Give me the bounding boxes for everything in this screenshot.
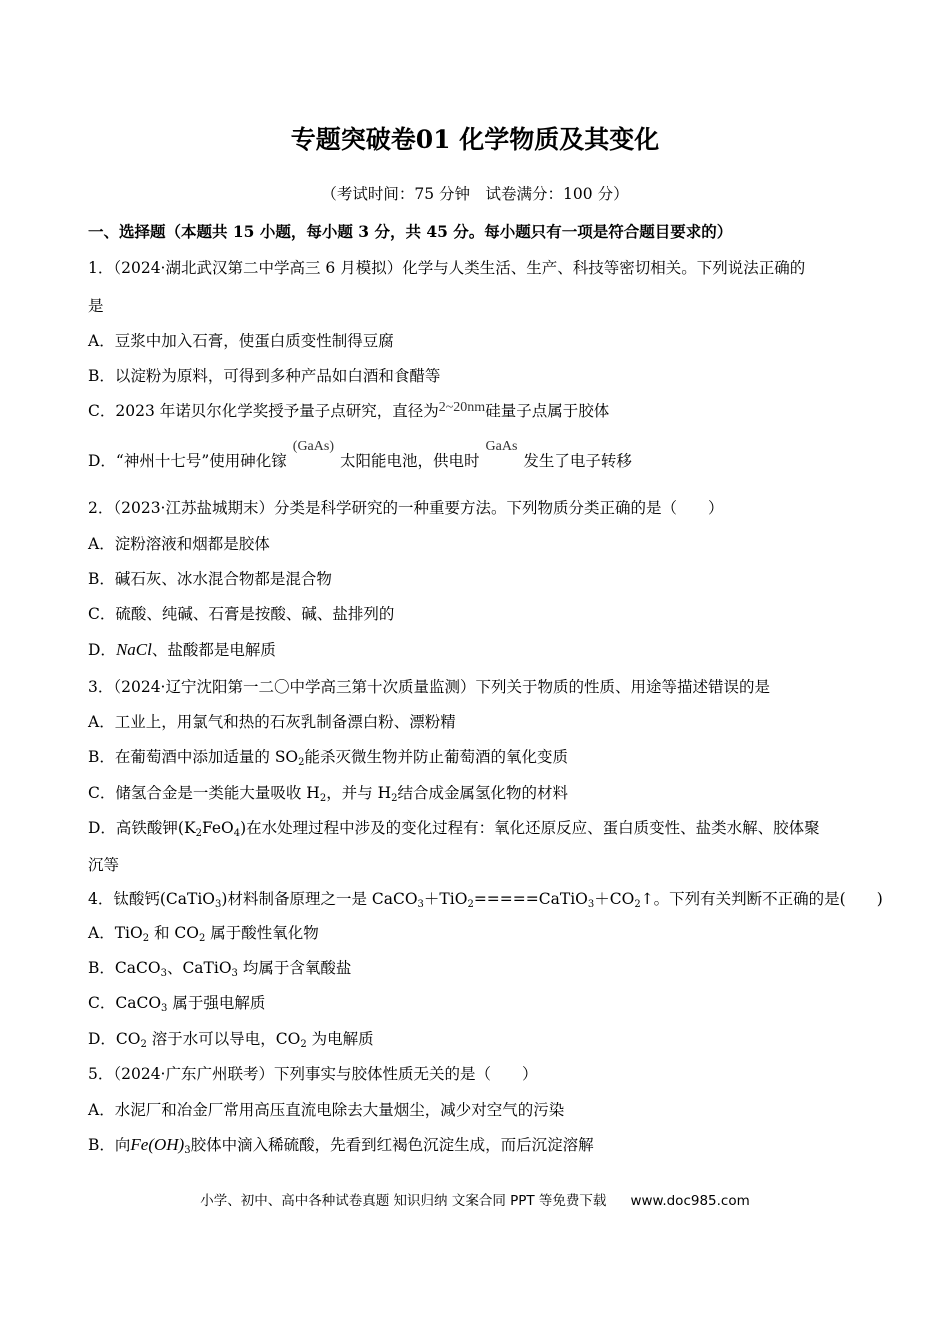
q4-sub: 3 [215,899,222,910]
q3-option-c [88,783,568,803]
q2-option-c: C．硫酸、纯碱、石膏是按酸、碱、盐排列的 [88,605,395,623]
exam-info: （考试时间：75 分钟 试卷满分：100 分） [321,185,629,203]
q3-option-b-sub: 2 [298,757,305,768]
q1-option-d-text: D．“神州十七号”使用砷化镓 [88,452,287,470]
q5-option-a: A．水泥厂和冶金厂常用高压直流电除去大量烟尘，减少对空气的污染 [88,1101,565,1119]
q4-option-c [88,993,265,1013]
q2-option-d-formula: NaCl [115,640,152,659]
q4-stem-text: 4．钛酸钙(CaTiO [88,890,216,908]
q1-option-c [88,401,609,423]
q1-option-d-text-end: 发生了电子转移 [523,452,632,470]
q4-sub: 2 [634,899,641,910]
q3-option-d-sub-2: 4 [233,828,241,839]
q3-option-c-text-end: 结合成金属氢化物的材料 [397,784,569,802]
footer-link[interactable]: www.doc985.com [630,1193,750,1209]
q1-option-c-text: C．2023 年诺贝尔化学奖授予量子点研究，直径为 [88,402,439,420]
page-footer [0,1191,950,1211]
q1-option-c-equation: 2~20nm [438,400,486,415]
q3-option-d-sub: 2 [195,828,202,839]
q4-option-a-sub: 2 [199,933,206,944]
q4-option-d-text: D．CO [88,1030,141,1048]
q3-option-d-cont: 沉等 [88,856,120,874]
q4-stem-text: ＋TiO [423,890,468,908]
q2-option-a: A．淀粉溶液和烟都是胶体 [88,535,270,553]
q4-sub: 3 [417,899,424,910]
q3-option-b-text-end: 能杀灭微生物并防止葡萄酒的氧化变质 [304,748,569,766]
page-title: 专题突破卷01 化学物质及其变化 [290,125,660,154]
q5-option-b-text: 胶体中滴入稀硫酸，先看到红褐色沉淀生成，而后沉淀溶解 [190,1136,594,1154]
q4-sub: 2 [467,899,474,910]
q4-option-a-sub: 2 [142,933,150,944]
q4-option-b-text: 、CaTiO [166,959,232,977]
q5-option-b-sub: 3 [184,1145,191,1156]
q1-option-d-text-mid: 太阳能电池，供电时 [340,452,480,470]
q3-option-c-text: C．储氢合金是一类能大量吸收 H [88,784,320,802]
q2-stem: 2．（2023·江苏盐城期末）分类是科学研究的一种重要方法。下列物质分类正确的是（ ） [88,499,724,517]
q1-option-d-equation-2: GaAs [485,439,518,454]
q4-option-a-text: A．TiO [88,924,143,942]
q3-option-b-text: B．在葡萄酒中添加适量的 SO [88,748,299,766]
q4-option-d [88,1029,374,1049]
q3-option-d-text-end: )在水处理过程中涉及的变化过程有：氧化还原反应、蛋白质变性、盐类水解、胶体聚 [240,819,820,837]
q4-stem-text: =====CaTiO [473,890,588,908]
q4-option-a-text: 属于酸性氧化物 [205,924,319,942]
q3-option-a: A．工业上，用氯气和热的石灰乳制备漂白粉、漂粉精 [88,713,456,731]
q5-stem: 5．（2024·广东广州联考）下列事实与胶体性质无关的是（ ） [88,1065,538,1083]
q3-option-b [88,747,568,767]
q4-stem [88,889,883,909]
q4-option-b-text: 均属于含氧酸盐 [237,959,352,977]
q4-sub: 3 [587,899,595,910]
q4-option-a-text: 和 CO [149,924,199,942]
q4-option-d-text: 为电解质 [306,1030,374,1048]
q3-option-c-sub: 2 [319,793,327,804]
q3-option-c-text-mid: ，并与 H [326,784,392,802]
q2-option-b: B．碱石灰、冰水混合物都是混合物 [88,570,332,588]
q4-option-a [88,923,319,943]
q2-option-d-label: D． [88,641,116,659]
q4-option-d-text: 溶于水可以导电，CO [146,1030,301,1048]
q4-option-b-sub: 3 [231,968,238,979]
q1-stem: 1．（2024·湖北武汉第二中学高三 6 月模拟）化学与人类生活、生产、科技等密切相关。下列说法正确的 [88,259,806,277]
q3-option-d-text-mid: FeO [201,819,234,837]
q3-stem: 3．（2024·辽宁沈阳第一二〇中学高三第十次质量监测）下列关于物质的性质、用途等描述错误的是 [88,678,770,696]
q1-option-d-equation: (GaAs) [292,439,334,454]
q4-option-d-sub: 2 [140,1039,147,1050]
q3-option-c-sub-2: 2 [391,793,398,804]
q4-option-d-sub: 2 [300,1039,307,1050]
q2-option-d [88,640,276,660]
q4-stem-text: )材料制备原理之一是 CaCO [221,890,418,908]
q1-option-a: A．豆浆中加入石膏，使蛋白质变性制得豆腐 [88,332,394,350]
q5-option-b-formula: Fe(OH) [130,1135,185,1154]
q4-option-c-sub: 3 [161,1003,168,1014]
q3-option-d [88,818,820,838]
q4-option-b-text: B．CaCO [88,959,161,977]
q3-option-d-text: D．高铁酸钾(K [88,819,196,837]
q4-option-c-text: 属于强电解质 [167,994,266,1012]
q1-option-d [88,439,632,473]
q5-option-b-label: B．向 [88,1136,131,1154]
q4-stem-text: ↑。下列有关判断不正确的是( ) [640,890,883,908]
footer-text: 小学、初中、高中各种试卷真题 知识归纳 文案合同 PPT 等免费下载 [200,1193,607,1209]
section-heading: 一、选择题（本题共 15 小题，每小题 3 分，共 45 分。每小题只有一项是符合题目要求的） [88,222,733,241]
q1-stem-cont: 是 [88,297,104,315]
q4-option-b-sub: 3 [160,968,167,979]
q1-option-b: B．以淀粉为原料，可得到多种产品如白酒和食醋等 [88,367,441,385]
q4-option-b [88,958,351,978]
q4-stem-text: ＋CO [594,890,635,908]
q4-option-c-text: C．CaCO [88,994,162,1012]
q2-option-d-text: 、盐酸都是电解质 [151,641,276,659]
q1-option-c-text-end: 硅量子点属于胶体 [485,402,610,420]
q5-option-b [88,1135,594,1155]
